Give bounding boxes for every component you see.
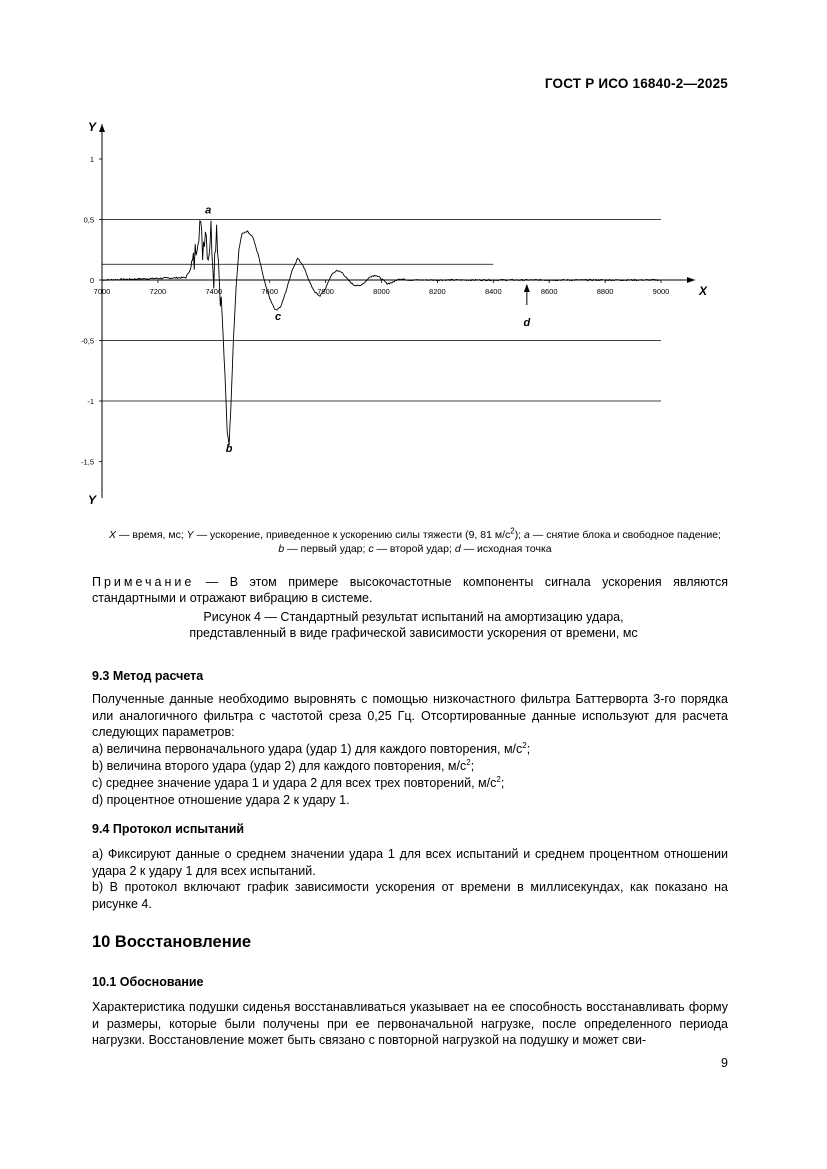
section-10-1-heading: 10.1 Обоснование [92, 975, 204, 989]
x-tick-label: 8800 [596, 287, 614, 296]
section-9-4-para-a: a) Фиксируют данные о среднем значении удара 1 для всех испытаний и среднем процентном отношении удара 2 к удару 1 для всех испытаний. [92, 847, 728, 878]
list-item: a) величина первоначального удара (удар 1) для каждого повторения, $м/с^2$; [92, 740, 531, 756]
y-tick-label: -1 [87, 397, 94, 406]
x-tick-label: 7600 [261, 287, 279, 296]
figure-title [100, 609, 727, 641]
section-9-3-paragraph: Полученные данные необходимо выровнять с помощью низкочастного фильтра Баттерворта 3-го порядка или аналогичного фильтра с частотой среза 0,25 Гц. Отсортированные данные используют для расчета следующих параметров: [92, 692, 728, 739]
list-item: b) величина второго удара (удар 2) для каждого повторения, $м/с^2$; [92, 757, 475, 773]
section-9-3-heading: 9.3 Метод расчета [92, 669, 204, 683]
list-item: c) среднее значение удара 1 и удара 2 для всех трех повторений, $м/с^2$; [92, 774, 505, 790]
chart-axes [88, 120, 708, 507]
y-tick-label: -0,5 [81, 336, 94, 346]
list-item: d) процентное отношение удара 2 к удару 1. [92, 793, 350, 807]
section-10-heading: 10 Восстановление [92, 933, 252, 951]
figure-note [92, 574, 728, 606]
chart-ticks [81, 155, 669, 467]
document-id-header: ГОСТ Р ИСО 16840-2—2025 [544, 76, 728, 91]
annotation-b: b [225, 442, 233, 455]
section-10-1-paragraph: Характеристика подушки сиденья восстанавливаться указывает на ее способность восстанавливать форму и размеры, которые были получены при ее первоначальной нагрузке, после определенного периода нагрузки. Восстановление может быть связано с повторной нагрузкой на подушку и может сви- [92, 1000, 728, 1047]
figure-title-line-1: Рисунок 4 — Стандартный результат испытаний на амортизацию удара, [203, 610, 624, 624]
annotation-c: c [275, 310, 282, 323]
section-9-4-para-b: b) В протокол включают график зависимости ускорения от времени в миллисекундах, как показано на рисунке 4. [92, 880, 728, 911]
x-tick-label: 7000 [93, 287, 111, 296]
x-axis-label: X [699, 284, 708, 298]
x-tick-label: 7800 [317, 287, 334, 296]
legend-line-1: X — время, мс; Y — ускорение, приведенное к ускорению силы тяжести (9, 81 $м/с^2$); a — снятие блока и свободное падение; [109, 526, 721, 541]
y-axis-label: Y [88, 120, 97, 134]
x-tick-label: 8200 [429, 287, 446, 296]
x-tick-label: 7200 [149, 287, 167, 296]
acceleration-time-chart [50, 110, 730, 520]
annotation-d: d [523, 316, 531, 329]
x-axis-arrow [687, 277, 695, 283]
x-tick-label: 8400 [484, 287, 502, 296]
note-text: — В этом примере высокочастотные компоненты сигнала ускорения являются стандартными и отражают вибрацию в системе. [92, 575, 728, 605]
y-tick-label: 1 [89, 155, 94, 164]
x-tick-label: 8000 [373, 287, 390, 296]
x-tick-label: 7400 [205, 287, 223, 296]
chart-series [102, 221, 661, 446]
annotation-d-arrowhead [524, 284, 530, 292]
y-tick-label: 0 [89, 276, 94, 285]
y-axis-label-bottom: Y [88, 493, 97, 507]
section-9-4-heading: 9.4 Протокол испытаний [92, 822, 245, 836]
x-tick-label: 9000 [652, 287, 670, 296]
figure-legend [60, 528, 770, 556]
acceleration-series-line [102, 221, 661, 446]
annotation-a: a [205, 204, 212, 217]
page-number: 9 [721, 1056, 728, 1070]
chart-gridlines [102, 220, 661, 402]
y-tick-label: 0,5 [83, 215, 94, 225]
note-label: Примечание [92, 575, 195, 589]
legend-line-2: b — первый удар; c — второй удар; d — исходная точка [278, 543, 552, 555]
x-tick-label: 8600 [540, 287, 558, 296]
y-axis-arrow [99, 124, 105, 132]
y-tick-label: -1,5 [81, 457, 94, 467]
figure-title-line-2: представленный в виде графической зависимости ускорения от времени, мс [189, 626, 638, 640]
